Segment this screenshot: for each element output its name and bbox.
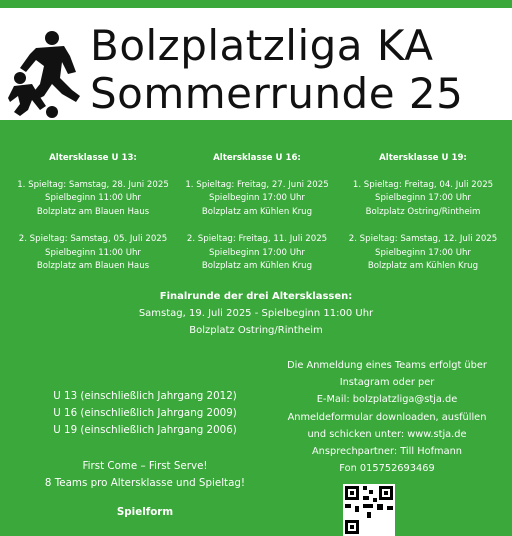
age-class-u13 [8,152,178,288]
title-line-1: Bolzplatzliga KA [90,21,434,70]
contact-phone: Fon 015752693469 [339,463,435,475]
header-banner [0,8,512,120]
match-start: Spielbeginn 11:00 Uhr [45,193,141,203]
match-day-1 [338,179,508,220]
final-date: Samstag, 19. Juli 2025 - Spielbeginn 11:00 Uhr [138,308,374,319]
match-date: 2. Spieltag: Freitag, 11. Juli 2025 [186,234,328,244]
poster-title [90,22,510,118]
match-start: Spielbeginn 17:00 Uhr [209,247,305,258]
match-start: Spielbeginn 11:00 Uhr [45,247,141,258]
age-class-u19 [338,152,508,288]
registration-line: Anmeldeformular downloaden, ausfüllen [287,411,487,423]
match-day-2 [8,233,178,274]
age-group-item: U 13 (einschließlich Jahrgang 2012) [53,390,237,402]
first-come-note [0,458,290,492]
match-venue: Bolzplatz am Kühlen Krug [201,206,313,217]
match-start: Spielbeginn 17:00 Uhr [375,247,471,258]
match-start: Spielbeginn 17:00 Uhr [375,193,471,203]
registration-info [262,357,512,477]
match-start: Spielbeginn 17:00 Uhr [209,193,305,203]
match-venue: Bolzplatz am Blauen Haus [36,261,150,271]
teams-limit-line: 8 Teams pro Altersklasse und Spieltag! [44,477,246,489]
registration-email[interactable]: E-Mail: bolzplatzliga@stja.de [316,394,458,406]
match-venue: Bolzplatz am Kühlen Krug [367,261,479,271]
match-venue: Bolzplatz am Blauen Haus [36,206,150,217]
age-group-item: U 19 (einschließlich Jahrgang 2006) [53,424,237,436]
registration-line: Die Anmeldung eines Teams erfolgt über [287,360,487,371]
contact-person: Ansprechpartner: Till Hofmann [311,446,462,458]
final-round [0,288,512,339]
match-date: 1. Spieltag: Freitag, 27. Juni 2025 [185,179,329,190]
match-date: 1. Spieltag: Freitag, 04. Juli 2025 [352,179,494,190]
age-groups-list [0,388,290,439]
final-place: Bolzplatz Ostring/Rintheim [189,325,323,336]
registration-line: Instagram oder per [339,377,435,389]
age-class-u16 [172,152,342,288]
soccer-players-silhouette-icon [6,26,84,122]
match-day-1 [172,179,342,220]
qr-code-icon[interactable] [343,484,395,536]
match-date: 2. Spieltag: Samstag, 12. Juli 2025 [348,234,498,244]
title-line-2: Sommerrunde 25 [90,69,464,118]
age-class-heading: Altersklasse U 19: [379,153,467,163]
registration-website[interactable]: und schicken unter: www.stja.de [307,428,467,440]
match-date: 1. Spieltag: Samstag, 28. Juni 2025 [17,179,169,190]
match-venue: Bolzplatz am Kühlen Krug [201,261,313,271]
match-day-2 [172,233,342,274]
spielform-heading: Spielform [116,506,174,518]
age-class-heading: Altersklasse U 16: [213,153,301,163]
match-date: 2. Spieltag: Samstag, 05. Juli 2025 [18,234,168,244]
first-come-line: First Come – First Serve! [82,460,208,472]
top-strip [0,0,512,8]
match-venue: Bolzplatz Ostring/Rintheim [365,206,481,217]
match-day-2 [338,233,508,274]
age-class-heading: Altersklasse U 13: [49,153,137,163]
final-heading: Finalrunde der drei Altersklassen: [159,291,353,302]
match-day-1 [8,179,178,220]
age-group-item: U 16 (einschließlich Jahrgang 2009) [53,407,237,419]
